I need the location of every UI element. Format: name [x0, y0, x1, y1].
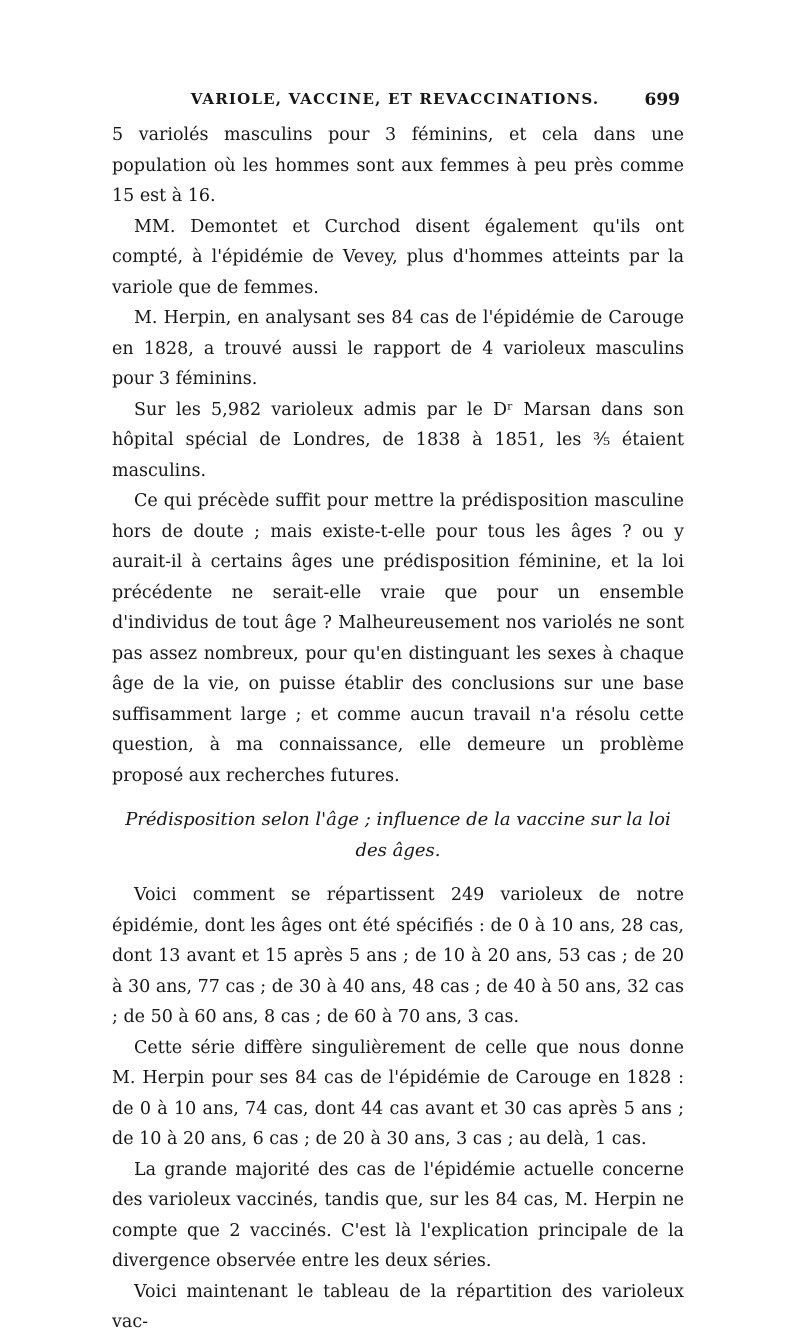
paragraph-5: Ce qui précède suffit pour mettre la prédisposition masculine hors de doute ; mais existe-t-elle pour tous les âges ? ou y aurait-il à certains âges une prédisposition féminine, et la loi précédente ne serait-elle vraie que pour un ensemble d'individus de tout âge ? Malheureusement nos variolés ne sont pas assez nombreux, pour qu'en distinguant les sexes à chaque âge de la vie, on puisse établir des conclusions sur une base suffisamment large ; et comme aucun travail n'a résolu cette question, à ma connaissance, elle demeure un problème proposé aux recherches futures. — [112, 491, 684, 786]
paragraph-8: La grande majorité des cas de l'épidémie actuelle concerne des varioleux vaccinés, tandis que, sur les 84 cas, M. Herpin ne compte que 2 vaccinés. C'est là l'explication principale de la divergence observée entre les deux séries. — [112, 1159, 684, 1271]
paragraph-7: Cette série diffère singulièrement de celle que nous donne M. Herpin pour ses 84 cas de l'épidémie de Carouge en 1828 : de 0 à 10 ans, 74 cas, dont 44 cas avant et 30 cas après 5 ans ; de 10 à 20 ans, 6 cas ; de 20 à 30 ans, 3 cas ; au delà, 1 cas. — [112, 1037, 684, 1149]
section-heading: Prédisposition selon l'âge ; influence de la vaccine sur la loi des âges. — [125, 809, 671, 861]
paragraph-1: 5 variolés masculins pour 3 féminins, et cela dans une population où les hommes sont aux femmes à peu près comme 15 est à 16. — [112, 125, 684, 206]
running-head — [110, 90, 680, 114]
paragraph-4: Sur les 5,982 varioleux admis par le Dʳ Marsan dans son hôpital spécial de Londres, de 1838 à 1851, les ³⁄₅ étaient masculins. — [112, 399, 684, 481]
body-text — [112, 120, 684, 1338]
paragraph-6: Voici comment se répartissent 249 varioleux de notre épidémie, dont les âges ont été spécifiés : de 0 à 10 ans, 28 cas, dont 13 avant et 15 après 5 ans ; de 10 à 20 ans, 53 cas ; de 20 à 30 ans, 77 cas ; de 30 à 40 ans, 48 cas ; de 40 à 50 ans, 32 cas ; de 50 à 60 ans, 8 cas ; de 60 à 70 ans, 3 cas. — [112, 885, 684, 1027]
paragraph-9: Voici maintenant le tableau de la répartition des varioleux vac- — [112, 1281, 684, 1332]
running-head-title: VARIOLE, VACCINE, ET REVACCINATIONS. — [190, 90, 600, 108]
paragraph-3: M. Herpin, en analysant ses 84 cas de l'épidémie de Carouge en 1828, a trouvé aussi le rapport de 4 varioleux masculins pour 3 féminins. — [112, 308, 684, 389]
page-number: 699 — [644, 90, 680, 110]
paragraph-2: MM. Demontet et Curchod disent également qu'ils ont compté, à l'épidémie de Vevey, plus d'hommes atteints par la variole que de femmes. — [112, 216, 684, 298]
